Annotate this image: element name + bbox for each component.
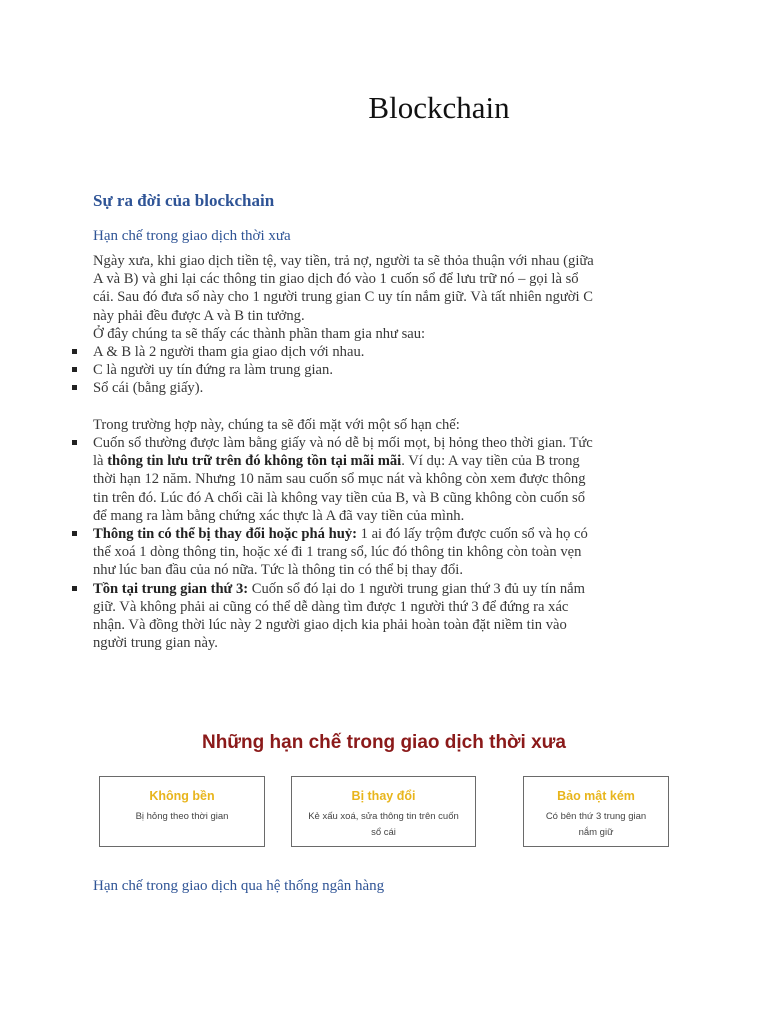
bullet-icon: [72, 440, 77, 445]
paragraph-line: Ngày xưa, khi giao dịch tiền tệ, vay tiền, trả nợ, người ta sẽ thỏa thuận với nhau (giữa: [93, 253, 594, 269]
bullet-icon: [72, 349, 77, 354]
paragraph-limitations-intro: Trong trường hợp này, chúng ta sẽ đối mặt với một số hạn chế:: [93, 416, 460, 433]
list-item: Thông tin có thể bị thay đổi hoặc phá huỷ: 1 ai đó lấy trộm được cuốn sổ và họ có thể xoá 1 dòng thông tin, hoặc xé đi 1 trang sổ, lúc đó thông tin không còn toàn vẹn như lúc ban đầu của nó nữa. Tức là thông tin có thể bị thay đổi.: [93, 525, 675, 580]
figure-title: Những hạn chế trong giao dịch thời xưa: [201, 732, 567, 753]
emphasis-text: Thông tin có thể bị thay đổi hoặc phá huỷ:: [93, 526, 357, 543]
card-title: Bị thay đổi: [351, 789, 416, 803]
limitations-list: [93, 434, 675, 652]
participants-list: [93, 343, 675, 398]
list-item: A & B là 2 người tham gia giao dịch với nhau.: [93, 343, 675, 361]
paragraph-line: cái. Sau đó đưa sổ này cho 1 người trung gian C uy tín nắm giữ. Và tất nhiên người C: [93, 289, 593, 306]
subheading-ancient-limitations: Hạn chế trong giao dịch thời xưa: [93, 228, 291, 244]
card-description: Có bên thứ 3 trung gian nắm giữ: [545, 811, 647, 838]
bullet-icon: [72, 385, 77, 390]
paragraph-line: này phải đều được A và B tin tưởng.: [93, 307, 305, 324]
list-item: Tồn tại trung gian thứ 3: Cuốn sổ đó lại do 1 người trung gian thứ 3 đủ uy tín nắm giữ. Và không phải ai cũng có thể dễ dàng tìm được 1 người thứ 3 để đứng ra xác nhận. Và đồng thời lúc này 2 người giao dịch kia phải hoàn toàn đặt niềm tin vào người trung gian này.: [93, 580, 675, 653]
limitation-card-security: [523, 776, 669, 847]
card-title: Không bền: [149, 789, 215, 803]
emphasis-text: thông tin lưu trữ trên đó không tồn tại mãi mãi: [107, 453, 402, 470]
card-title: Bảo mật kém: [557, 789, 635, 803]
limitation-card-alteration: [291, 776, 476, 847]
paragraph-line: A và B) và ghi lại các thông tin giao dịch đó vào 1 cuốn sổ để lưu trữ nó – gọi là sổ: [93, 271, 579, 288]
subheading-bank-limitations: Hạn chế trong giao dịch qua hệ thống ngân hàng: [93, 878, 385, 894]
list-item: Sổ cái (bằng giấy).: [93, 379, 675, 397]
list-item: Cuốn sổ thường được làm bằng giấy và nó dễ bị mối mọt, bị hỏng theo thời gian. Tức là thông tin lưu trữ trên đó không tồn tại mãi mãi. Ví dụ: A vay tiền của B trong thời hạn 12 năm. Nhưng 10 năm sau cuốn sổ mục nát và không còn xem được thông tin trên đó. Lúc đó A chối cãi là không vay tiền của B, và B cũng không còn cuốn sổ để mang ra làm bằng chứng xác thực là A đã vay tiền của mình.: [93, 434, 675, 525]
bullet-icon: [72, 367, 77, 372]
paragraph-line: Ở đây chúng ta sẽ thấy các thành phần tham gia như sau:: [93, 325, 426, 342]
list-item: C là người uy tín đứng ra làm trung gian.: [93, 361, 675, 379]
bullet-icon: [72, 531, 77, 536]
bullet-icon: [72, 586, 77, 591]
card-description: Kẻ xấu xoá, sửa thông tin trên cuốn sổ cái: [308, 811, 459, 838]
emphasis-text: Tồn tại trung gian thứ 3:: [93, 580, 249, 597]
limitation-card-durability: [99, 776, 265, 847]
section-heading: Sự ra đời của blockchain: [93, 191, 275, 210]
body-text: [93, 252, 675, 652]
card-description: Bị hỏng theo thời gian: [135, 811, 229, 822]
document-title: Blockchain: [368, 90, 510, 125]
